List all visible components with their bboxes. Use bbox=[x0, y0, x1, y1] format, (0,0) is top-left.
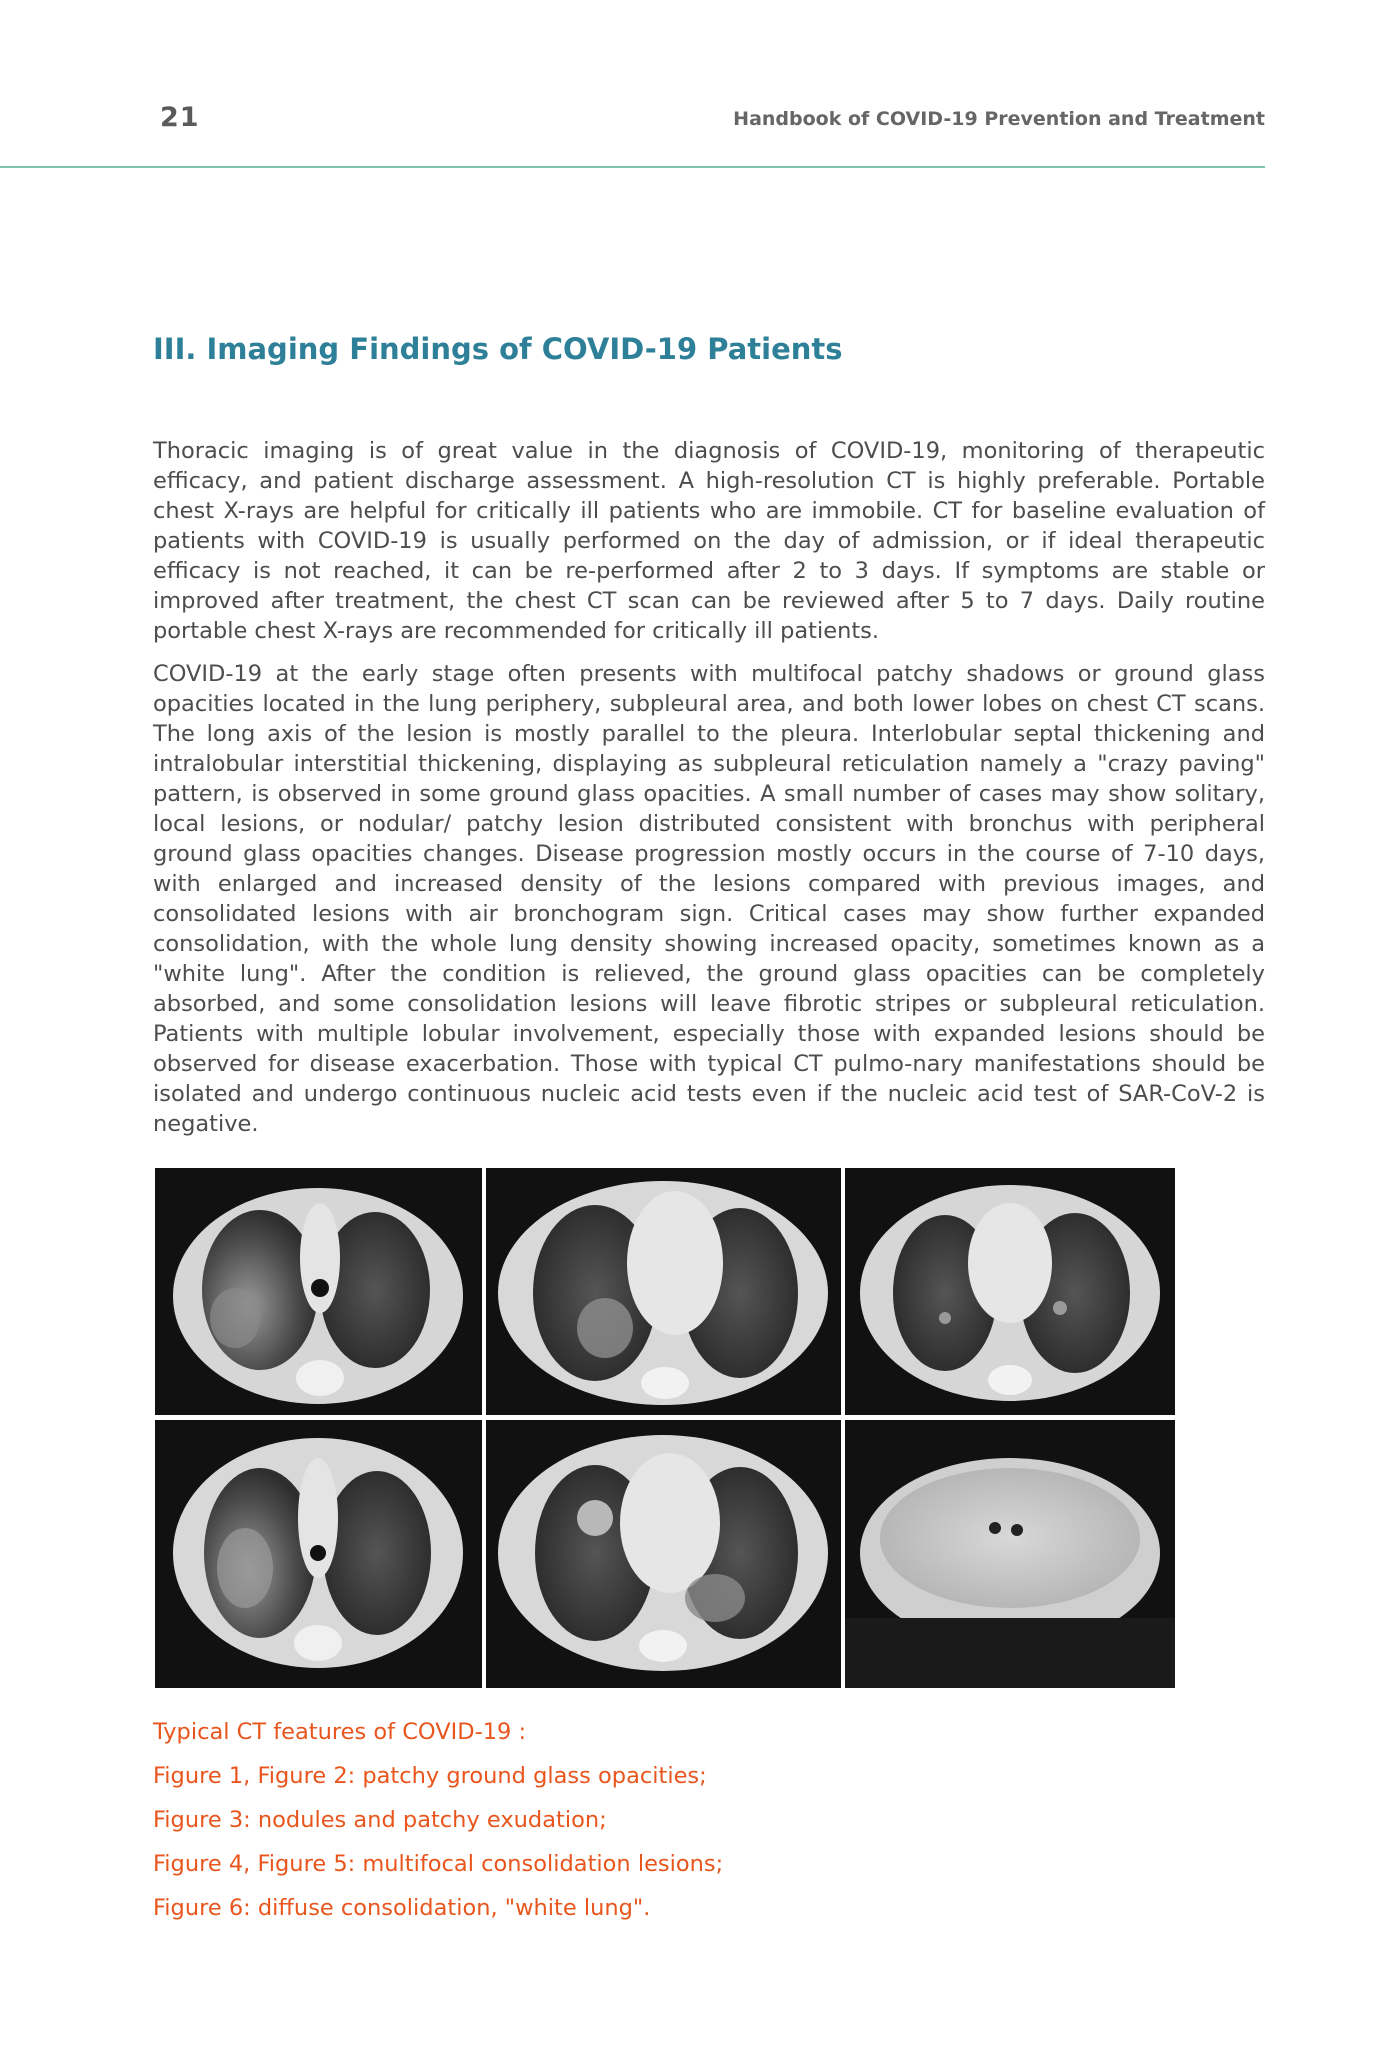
ct-panel-6 bbox=[845, 1420, 1175, 1688]
caption-line: Figure 1, Figure 2: patchy ground glass opacities; bbox=[153, 1763, 707, 1789]
figure-caption bbox=[153, 1710, 1253, 1930]
ct-panel-2 bbox=[486, 1168, 841, 1415]
ct-figure-grid bbox=[155, 1168, 1175, 1688]
ct-panel-4 bbox=[155, 1420, 482, 1688]
caption-line: Figure 6: diffuse consolidation, "white lung". bbox=[153, 1895, 651, 1921]
paragraph-2: COVID-19 at the early stage often presents with multifocal patchy shadows or ground glass opacities located in the lung periphery, subpleural area, and both lower lobes on chest CT scans. The long axis of the lesion is mostly parallel to the pleura. Interlobular septal thickening and intralobular interstitial thickening, displaying as subpleural reticulation namely a "crazy paving" pattern, is observed in some ground glass opacities. A small number of cases may show solitary, local lesions, or nodular/ patchy lesion distributed consistent with bronchus with peripheral ground glass opacities changes. Disease progression mostly occurs in the course of 7-10 days, with enlarged and increased density of the lesions compared with previous images, and consolidated lesions with air bronchogram sign. Critical cases may show further expanded consolidation, with the whole lung density showing increased opacity, sometimes known as a "white lung". After the condition is relieved, the ground glass opacities can be completely absorbed, and some consolidation lesions will leave fibrotic stripes or subpleural reticulation. Patients with multiple lobular involvement, especially those with expanded lesions should be observed for disease exacerbation. Those with typical CT pulmo-nary manifestations should be isolated and undergo continuous nucleic acid tests even if the nucleic acid test of SAR-CoV-2 is negative. bbox=[153, 661, 1265, 1137]
body-text bbox=[153, 436, 1265, 1152]
section-heading: III. Imaging Findings of COVID-19 Patients bbox=[153, 332, 843, 366]
caption-line: Figure 4, Figure 5: multifocal consolidation lesions; bbox=[153, 1851, 724, 1877]
page-number: 21 bbox=[160, 102, 200, 133]
running-title: Handbook of COVID-19 Prevention and Treatment bbox=[733, 108, 1265, 130]
ct-panel-1 bbox=[155, 1168, 482, 1415]
header-divider bbox=[0, 166, 1265, 168]
ct-panel-5 bbox=[486, 1420, 841, 1688]
ct-panel-3 bbox=[845, 1168, 1175, 1415]
paragraph-1: Thoracic imaging is of great value in the diagnosis of COVID-19, monitoring of therapeutic efficacy, and patient discharge assessment. A high-resolution CT is highly preferable. Portable chest X-rays are helpful for critically ill patients who are immobile. CT for baseline evaluation of patients with COVID-19 is usually performed on the day of admission, or if ideal therapeutic efficacy is not reached, it can be re-performed after 2 to 3 days. If symptoms are stable or improved after treatment, the chest CT scan can be reviewed after 5 to 7 days. Daily routine portable chest X-rays are recommended for critically ill patients. bbox=[153, 438, 1265, 644]
caption-title: Typical CT features of COVID-19 : bbox=[153, 1719, 527, 1745]
caption-line: Figure 3: nodules and patchy exudation; bbox=[153, 1807, 607, 1833]
